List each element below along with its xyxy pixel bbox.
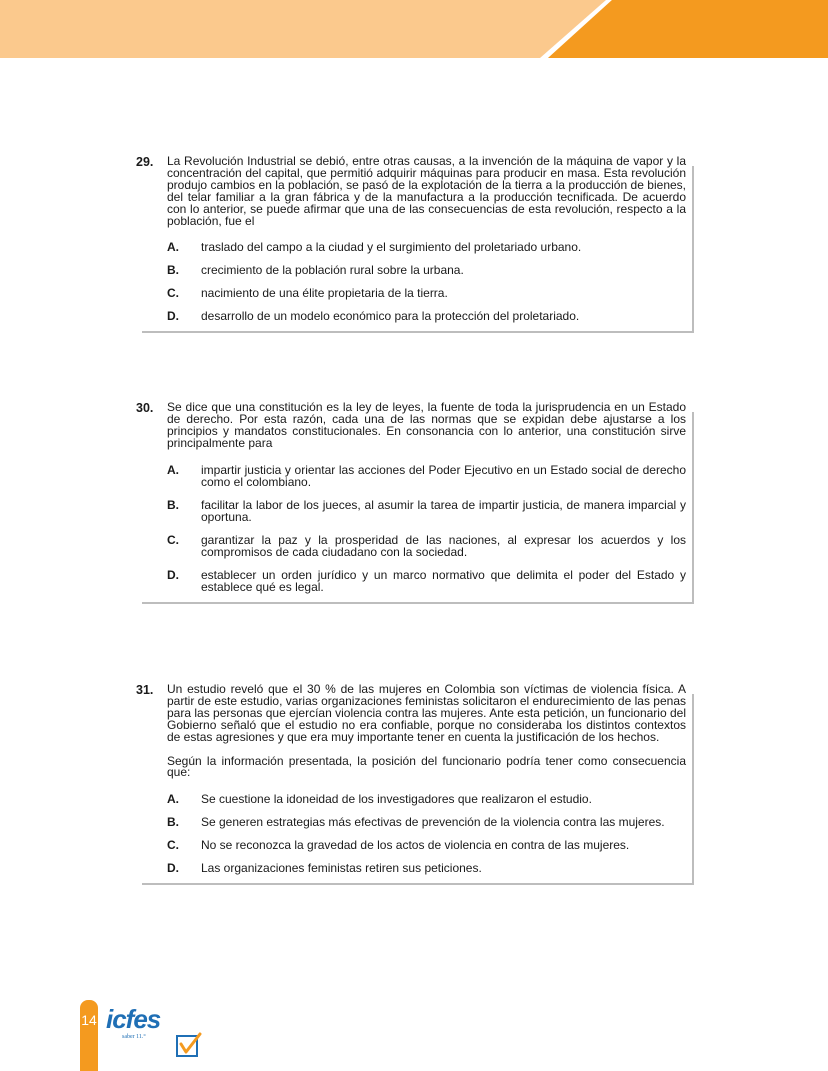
option-letter: D.	[167, 567, 179, 582]
answer-options	[167, 241, 686, 322]
option-text: Se generen estrategias más efectivas de prevención de la violencia contra las mujeres.	[201, 815, 665, 830]
option-text: establecer un orden jurídico y un marco normativo que delimita el poder del Estado y establece qué es legal.	[201, 567, 686, 594]
option-text: No se reconozca la gravedad de los actos de violencia en contra de las mujeres.	[201, 837, 630, 852]
answer-options	[167, 793, 686, 874]
option-text: garantizar la paz y la prosperidad de las naciones, al expresar los acuerdos y los compromisos de cada ciudadano con la sociedad.	[201, 532, 686, 559]
question-number: 31.	[136, 683, 154, 697]
option-letter: D.	[167, 308, 179, 323]
option-letter: B.	[167, 263, 179, 278]
option-text: impartir justicia y orientar las acciones del Poder Ejecutivo en un Estado social de derecho como el colombiano.	[201, 462, 686, 489]
answer-option-b	[167, 264, 686, 276]
header-band	[0, 0, 828, 58]
option-letter: C.	[167, 532, 179, 547]
option-letter: D.	[167, 860, 179, 875]
question-frame-right	[692, 694, 694, 885]
question-paragraph: La Revolución Industrial se debió, entre otras causas, a la invención de la máquina de vapor y la concentración del capital, que permitió adquirir máquinas para producir en masa. Esta revolución produjo cambios en la población, se pasó de la explotación de la tierra a la producción de bienes, del telar familiar a la gran fábrica y de la manufactura a la producción tecnificada. De acuerdo con lo anterior, se puede afirmar que una de las consecuencias de esta revolución, respecto a la población, fue el	[167, 154, 686, 228]
answer-option-c	[167, 287, 686, 299]
question-prompt: Según la información presentada, la posición del funcionario podría tener como consecuencia que:	[167, 753, 686, 780]
option-letter: B.	[167, 815, 179, 830]
answer-option-c	[167, 839, 686, 851]
answer-option-d	[167, 862, 686, 874]
question-frame-right	[692, 412, 694, 604]
answer-option-a	[167, 464, 686, 488]
question-text	[167, 684, 686, 779]
option-text: nacimiento de una élite propietaria de la tierra.	[201, 286, 448, 301]
option-letter: C.	[167, 837, 179, 852]
option-text: Las organizaciones feministas retiren sus peticiones.	[201, 860, 482, 875]
option-letter: B.	[167, 497, 179, 512]
option-letter: A.	[167, 462, 179, 477]
page-number-tab	[80, 1000, 98, 1071]
question-number: 29.	[136, 155, 154, 169]
icfes-logo	[106, 1004, 161, 1040]
question-30	[136, 402, 694, 604]
answer-option-d	[167, 310, 686, 322]
answer-options	[167, 464, 686, 593]
question-paragraph: Se dice que una constitución es la ley de leyes, la fuente de toda la jurisprudencia en un Estado de derecho. Por esta razón, cada una de las normas que se expidan debe ajustarse a los principios y mandatos constitucionales. En consonancia con lo anterior, una constitución sirve principalmente para	[167, 400, 686, 450]
answer-option-b	[167, 816, 686, 828]
option-letter: C.	[167, 286, 179, 301]
option-text: facilitar la labor de los jueces, al asumir la tarea de impartir justicia, de manera imparcial y oportuna.	[201, 497, 686, 524]
question-stem	[136, 156, 686, 227]
option-text: desarrollo de un modelo económico para la protección del proletariado.	[201, 308, 580, 323]
question-frame-bottom	[142, 331, 694, 333]
question-31	[136, 684, 694, 885]
answer-option-b	[167, 499, 686, 523]
option-letter: A.	[167, 240, 179, 255]
logo-wordmark: icfes	[106, 1004, 161, 1034]
question-stem	[136, 402, 686, 450]
answer-option-c	[167, 534, 686, 558]
answer-option-d	[167, 569, 686, 593]
option-letter: A.	[167, 792, 179, 807]
answer-option-a	[167, 793, 686, 805]
option-text: crecimiento de la población rural sobre la urbana.	[201, 263, 464, 278]
question-frame-right	[692, 166, 694, 333]
option-text: traslado del campo a la ciudad y el surgimiento del proletariado urbano.	[201, 240, 582, 255]
question-29	[136, 156, 694, 333]
checkmark-icon	[176, 1032, 202, 1058]
answer-option-a	[167, 241, 686, 253]
question-paragraph: Un estudio reveló que el 30 % de las mujeres en Colombia son víctimas de violencia física. A partir de este estudio, varias organizaciones feministas solicitaron el endurecimiento de las penas para las personas que ejercían violencia contra las mujeres. Ante esta petición, un funcionario del Gobierno señaló que el estudio no era confiable, porque no consideraba los distintos contextos de estas agresiones y que era muy importante tener en cuenta la justificación de los hechos.	[167, 682, 686, 744]
question-text	[167, 156, 686, 227]
question-frame-bottom	[142, 883, 694, 885]
question-number: 30.	[136, 401, 154, 415]
option-text: Se cuestione la idoneidad de los investigadores que realizaron el estudio.	[201, 792, 592, 807]
question-text	[167, 402, 686, 450]
logo-subtext: saber 11.°	[122, 1034, 146, 1040]
question-stem	[136, 684, 686, 779]
page-number: 14	[81, 1012, 97, 1028]
question-frame-bottom	[142, 602, 694, 604]
